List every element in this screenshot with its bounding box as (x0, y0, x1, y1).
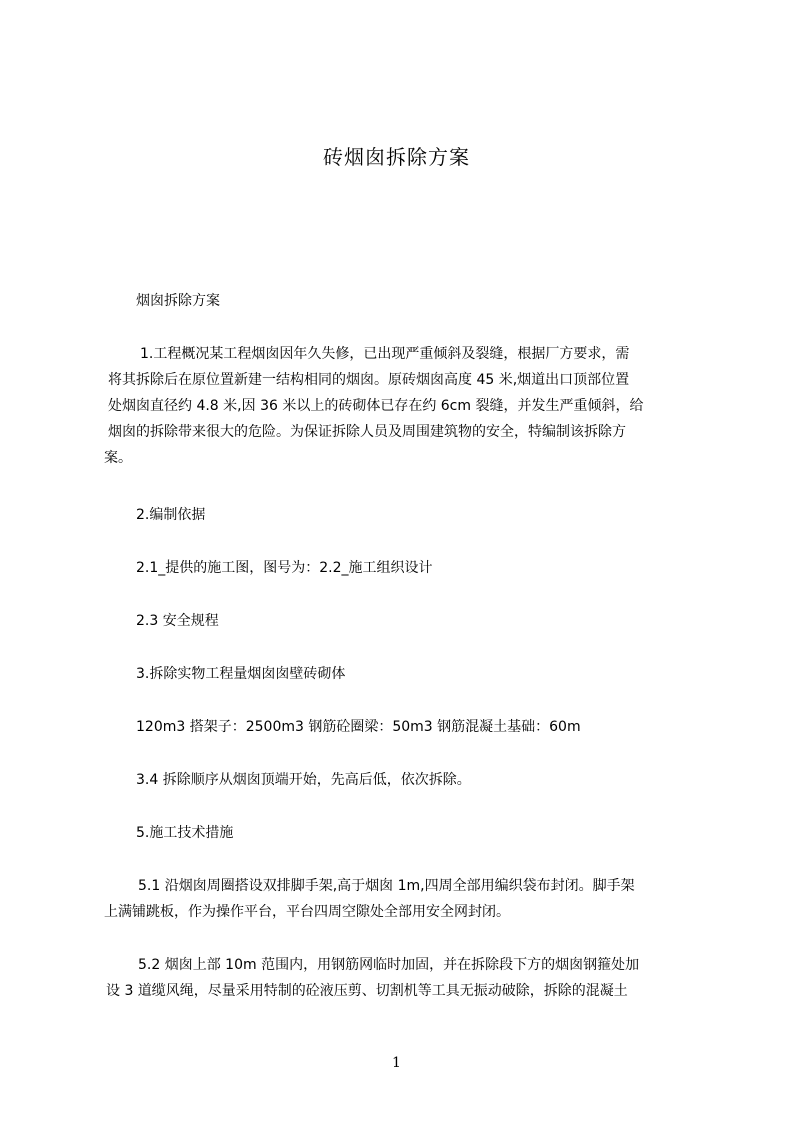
section-heading: 烟囱拆除方案 (136, 293, 220, 309)
section-safety-rules: 2.3 安全规程 (136, 613, 219, 629)
text-line: 案。 (104, 450, 132, 466)
document-title: 砖烟囱拆除方案 (323, 145, 470, 169)
text-line: 5.1 沿烟囱周圈搭设双排脚手架,高于烟囱 1m,四周全部用编织袋布封闭。脚手架 (138, 878, 635, 894)
text-line: 烟囱的拆除带来很大的危险。为保证拆除人员及周围建筑物的安全，特编制该拆除方 (108, 424, 626, 440)
section-basis: 2.编制依据 (136, 507, 206, 523)
section-drawings: 2.1_提供的施工图，图号为：2.2_施工组织设计 (136, 560, 433, 576)
text-line: 1.工程概况某工程烟囱因年久失修，已出现严重倾斜及裂缝，根据厂方要求，需 (140, 346, 630, 362)
paragraph-scaffolding (104, 873, 700, 925)
text-line: 5.2 烟囱上部 10m 范围内，用钢筋网临时加固，并在拆除段下方的烟囱钢箍处加 (138, 957, 640, 973)
text-line: 处烟囱直径约 4.8 米,因 36 米以上的砖砌体已存在约 6cm 裂缝，并发生严重倾斜，给 (108, 398, 644, 414)
text-line: 将其拆除后在原位置新建一结构相同的烟囱。原砖烟囱高度 45 米,烟道出口顶部位置 (108, 372, 630, 388)
text-line: 设 3 道缆风绳，尽量采用特制的砼液压剪、切割机等工具无振动破除，拆除的混凝土 (106, 983, 628, 999)
paragraph-project-overview (104, 341, 700, 471)
text-line: 上满铺跳板，作为操作平台，平台四周空隙处全部用安全网封闭。 (104, 904, 510, 920)
page-number: 1 (392, 1055, 401, 1071)
section-technical-measures: 5.施工技术措施 (136, 825, 234, 841)
section-demolition-order: 3.4 拆除顺序从烟囱顶端开始，先高后低，依次拆除。 (136, 772, 471, 788)
paragraph-reinforcement (104, 952, 700, 1004)
quantities-line: 120m3 搭架子：2500m3 钢筋砼圈梁：50m3 钢筋混凝土基础：60m (136, 719, 581, 735)
section-quantities: 3.拆除实物工程量烟囱囱壁砖砌体 (136, 666, 346, 682)
